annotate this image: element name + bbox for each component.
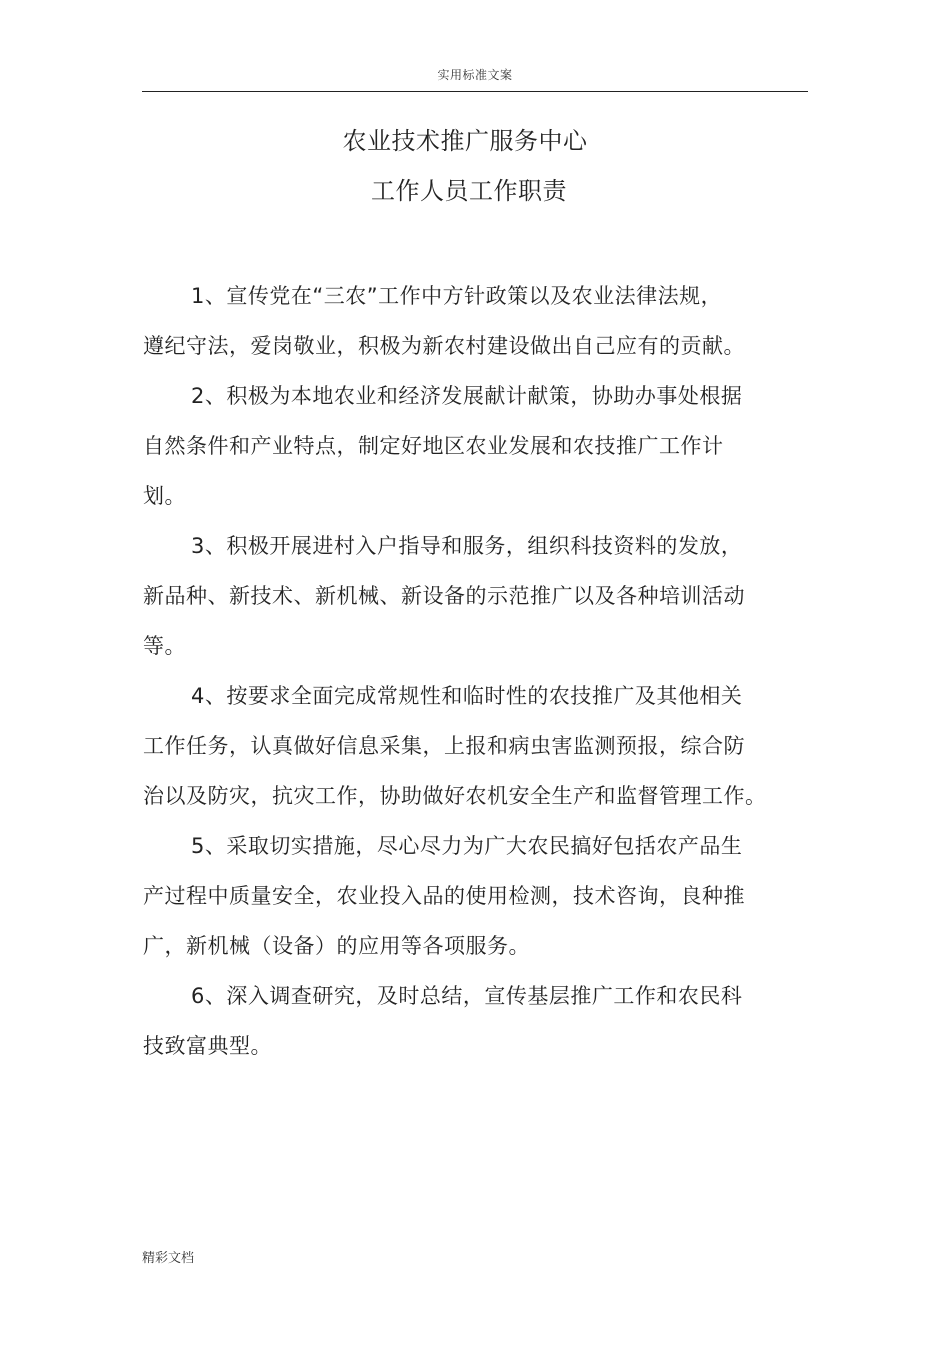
page-footer: 精彩文档 xyxy=(142,1251,195,1266)
paragraph-5-line-2: 产过程中质量安全，农业投入品的使用检测，技术咨询，良种推 xyxy=(143,884,745,908)
header-text: 实用标准文案 xyxy=(437,68,513,82)
paragraph-4-line-1: 4、按要求全面完成常规性和临时性的农技推广及其他相关 xyxy=(191,684,743,708)
paragraph-1-line-1: 1、宣传党在“三农”工作中方针政策以及农业法律法规， xyxy=(191,284,723,308)
header-divider xyxy=(142,91,808,92)
paragraph-5-line-1: 5、采取切实措施，尽心尽力为广大农民搞好包括农产品生 xyxy=(191,834,743,858)
paragraph-2-line-3: 划。 xyxy=(143,484,186,508)
paragraph-4-line-2: 工作任务，认真做好信息采集，上报和病虫害监测预报，综合防 xyxy=(143,734,745,758)
paragraph-6-line-1: 6、深入调查研究，及时总结，宣传基层推广工作和农民科 xyxy=(191,984,743,1008)
paragraph-1-line-2: 遵纪守法，爱岗敬业，积极为新农村建设做出自己应有的贡献。 xyxy=(143,334,745,358)
paragraph-3-line-2: 新品种、新技术、新机械、新设备的示范推广以及各种培训活动 xyxy=(143,584,745,608)
paragraph-5-line-3: 广，新机械（设备）的应用等各项服务。 xyxy=(143,934,530,958)
paragraph-4-line-3: 治以及防灾，抗灾工作，协助做好农机安全生产和监督管理工作。 xyxy=(143,784,767,808)
document-subtitle: 工作人员工作职责 xyxy=(371,177,567,205)
paragraph-6-line-2: 技致富典型。 xyxy=(143,1034,272,1058)
paragraph-3-line-3: 等。 xyxy=(143,634,186,658)
paragraph-2-line-1: 2、积极为本地农业和经济发展献计献策，协助办事处根据 xyxy=(191,384,743,408)
paragraph-2-line-2: 自然条件和产业特点，制定好地区农业发展和农技推广工作计 xyxy=(143,434,724,458)
paragraph-3-line-1: 3、积极开展进村入户指导和服务，组织科技资料的发放， xyxy=(191,534,743,558)
document-title: 农业技术推广服务中心 xyxy=(342,127,588,155)
document-body xyxy=(143,271,783,1071)
